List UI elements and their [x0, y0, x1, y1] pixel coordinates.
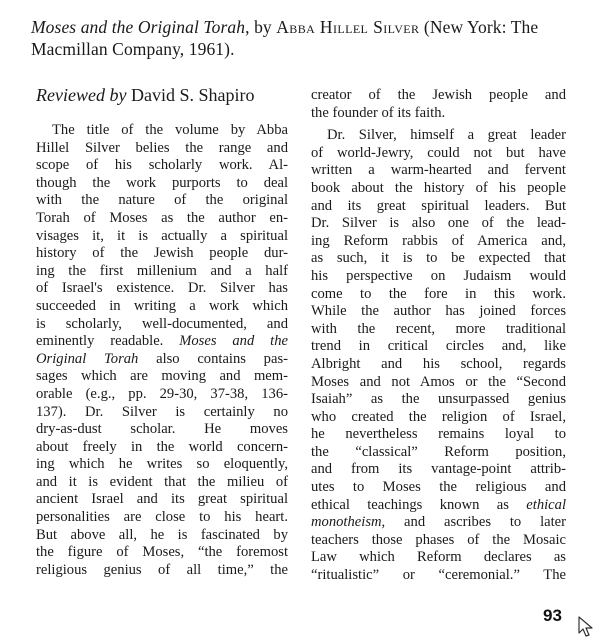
text-line: The title of the volume by Abba [52, 122, 288, 138]
text-line: scope of his scholarly work. Al- [36, 157, 288, 174]
text-line: Law which Reform declares as [311, 549, 566, 566]
paragraph [311, 127, 566, 584]
text-line: is scholarly, well-documented, and [36, 315, 288, 332]
reviewed-by-label: Reviewed by [36, 85, 127, 105]
text-segment: eminently readable. [36, 333, 180, 350]
text-segment: ethical teachings known as [311, 496, 527, 513]
text-line [36, 333, 288, 351]
text-line: of Israel's existence. Dr. Silver has [36, 280, 288, 297]
text-line: about freely in the world concern- [36, 438, 288, 455]
text-line: as such, it is to be expected that [311, 250, 566, 267]
text-line: religious genius of all time,” the [36, 561, 288, 578]
text-line: book about the history of his people [311, 179, 566, 196]
text-line: personalities are close to his heart. [36, 509, 288, 526]
paragraph [36, 122, 288, 579]
reviewer-name: David S. Shapiro [126, 85, 255, 105]
text-line: trend in critical circles and, like [311, 338, 566, 355]
text-line: and it is evident that the milieu of [36, 473, 288, 490]
text-line: with the recent, more traditional [311, 320, 566, 337]
text-line: Dr. Silver, himself a great leader [327, 127, 566, 144]
italic-segment: ethical [526, 496, 566, 513]
right-column [311, 87, 566, 585]
reviewer-byline [36, 84, 298, 106]
text-line: succeeded in writing a work which [36, 297, 288, 314]
text-line: come to the fore in this work. [311, 285, 566, 302]
text-line: though the work purports to deal [36, 174, 288, 191]
text-line: ing which he writes so eloquently, [36, 456, 288, 473]
text-line: and its great spiritual leaders. But [311, 197, 566, 214]
text-line: with the nature of the original [36, 192, 288, 209]
text-line: Isaiah” as the unsurpassed genius [311, 391, 566, 408]
paragraph [311, 87, 566, 122]
text-line [36, 351, 288, 369]
text-line: Hillel Silver belies the range and [36, 139, 288, 156]
text-line: sages which are moving and mem- [36, 368, 288, 385]
text-line: the founder of its faith. [311, 104, 446, 121]
text-line: Moses and not Amos or the “Second [311, 373, 566, 390]
text-line: history of the Jewish people dur- [36, 245, 288, 262]
italic-segment: Moses and the [179, 333, 288, 350]
text-segment: , and ascribes to later [381, 514, 566, 531]
book-title: Moses and the Original Torah [31, 17, 246, 37]
italic-segment: Original Torah [36, 350, 139, 367]
text-line: of world-Jewry, could not but have [311, 144, 566, 161]
text-line: orable (e.g., pp. 29-30, 37-38, 136- [36, 385, 288, 402]
text-line: the figure of Moses, “the foremost [36, 544, 288, 561]
text-line: 137). Dr. Silver is certainly no [36, 403, 288, 420]
text-line [311, 497, 566, 515]
text-line: ancient Israel and its great spiritual [36, 491, 288, 508]
text-line: visages it, it is actually a spiritual [36, 227, 288, 244]
text-line: But above all, he is fascinated by [36, 526, 288, 543]
left-column [36, 122, 288, 579]
text-line: dry-as-dust scholar. He moves [36, 421, 288, 438]
text-line: written a warm-hearted and fervent [311, 162, 566, 179]
text-line: creator of the Jewish people and [311, 87, 566, 103]
text-line: he nevertheless remains loyal to [311, 426, 566, 443]
mouse-pointer-icon [578, 616, 594, 638]
text-line: the “classical” Reform position, [311, 443, 566, 460]
text-line: While the author has joined forces [311, 303, 566, 320]
text-line: his perspective on Judaism would [311, 267, 566, 284]
italic-segment: monotheism [311, 514, 382, 531]
text-line: teachers those phases of the Mosaic [311, 531, 566, 548]
text-line: Dr. Silver is also one of the lead- [311, 215, 566, 232]
book-author: Abba Hillel Silver [276, 17, 420, 37]
text-line [311, 514, 566, 532]
book-citation [31, 16, 571, 60]
text-line: who created the religion of Israel, [311, 408, 566, 425]
text-line: ing Reform rabbis of America and, [311, 232, 566, 249]
text-line: “ritualistic” or “ceremonial.” The [311, 567, 566, 584]
by-text: , by [245, 17, 277, 37]
text-line: Albright and his school, regards [311, 355, 566, 372]
page-number: 93 [543, 606, 562, 625]
text-line: Torah of Moses as the author en- [36, 209, 288, 226]
text-line: and from its vantage-point attrib- [311, 461, 566, 478]
text-line: utes to Moses the religious and [311, 479, 566, 496]
text-segment: also contains pas- [138, 350, 288, 367]
publisher-info: (New York: The Macmillan Company, 1961). [31, 17, 539, 59]
text-line: ing the first millenium and a half [36, 262, 288, 279]
